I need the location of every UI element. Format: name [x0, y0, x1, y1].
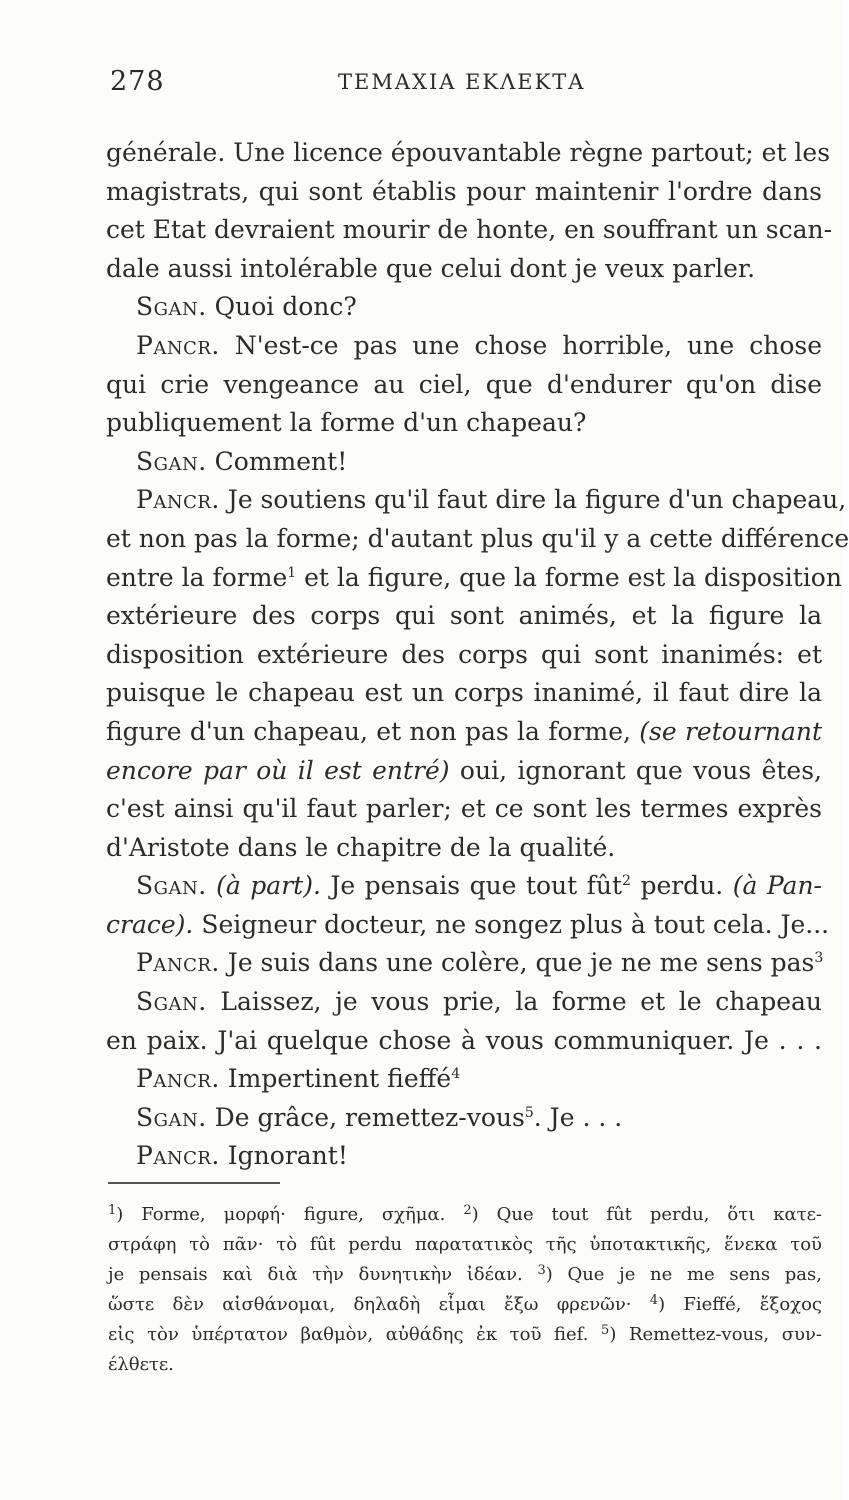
footnote-line [108, 1200, 822, 1230]
speaker-name: Pancr. [136, 485, 220, 515]
dialogue-line [106, 481, 847, 520]
footnote-marker: 3 [537, 1263, 546, 1278]
dialogue-line [106, 1060, 822, 1099]
footnote-rule [108, 1182, 280, 1184]
footnotes [108, 1200, 822, 1380]
footnote-ref: 2 [622, 873, 631, 890]
footnote-line [108, 1260, 822, 1290]
text-line: qui crie vengeance au ciel, que d'endurer qu'on dise [106, 369, 822, 399]
text-run: perdu. [640, 871, 724, 901]
dialogue-text: Comment! [214, 446, 348, 476]
footnote-ref: 5 [524, 1104, 534, 1121]
text-line: publiquement la forme d'un chapeau? [106, 408, 587, 438]
text-line: cet Etat devraient mourir de honte, en souffrant un scan- [106, 215, 833, 245]
text-line: c'est ainsi qu'il faut parler; et ce sont les termes exprès [106, 794, 822, 824]
footnote-line: έλθετε. [108, 1354, 174, 1375]
speaker-name: Sgan. [136, 987, 207, 1017]
text-line: en paix. J'ai quelque chose à vous communiquer. Je . . . [106, 1025, 822, 1055]
page-number: 278 [110, 66, 165, 97]
running-title: ΤΕΜΑΧΙΑ ΕΚΛΕΚΤΑ [338, 70, 586, 94]
text-line: d'Aristote dans le chapitre de la qualité. [106, 832, 616, 862]
dialogue-text: Ignorant! [227, 1141, 348, 1171]
footnote-text: ) Que je ne me sens pas, [545, 1264, 822, 1285]
text-line [106, 906, 830, 945]
dialogue-text: N'est-ce pas une chose horrible, une chose [234, 330, 822, 360]
dialogue-line [106, 327, 822, 366]
speaker-name: Sgan. [136, 871, 207, 901]
dialogue-text: De grâce, remettez-vous [214, 1102, 525, 1132]
footnote-text: ) Que tout fût perdu, ὅτι κατε- [471, 1204, 822, 1225]
dialogue-line [106, 944, 822, 983]
dialogue-line [106, 288, 822, 327]
text-run: figure d'un chapeau, et non pas la forme, [106, 716, 631, 746]
text-line: dale aussi intolérable que celui dont je veux parler. [106, 253, 756, 283]
text-line: disposition extérieure des corps qui sont inanimés: et [106, 639, 822, 669]
footnote-marker: 2 [463, 1203, 472, 1218]
footnote-text: ) Forme, μορφή· figure, σχῆμα. [116, 1204, 446, 1225]
footnote-text: je pensais καὶ διὰ τὴν δυνητικὴν ἰδέαν. [108, 1264, 523, 1285]
text-run: et la figure, que la forme est la disposition [304, 562, 842, 592]
speaker-name: Pancr. [136, 1064, 220, 1094]
dialogue-line [106, 983, 822, 1022]
speaker-name: Sgan. [136, 292, 207, 322]
text-line: magistrats, qui sont établis pour maintenir l'ordre dans [106, 176, 822, 206]
body-text [106, 134, 849, 1176]
text-run: . Je . . . [533, 1102, 623, 1132]
stage-direction: (à Pan- [732, 871, 822, 901]
footnote-line [108, 1320, 822, 1350]
dialogue-text: Impertinent fieffé [227, 1064, 452, 1094]
text-line: générale. Une licence épouvantable règne partout; et les [106, 138, 831, 167]
footnote-marker: 4 [649, 1293, 659, 1308]
footnote-text: ὥστε δὲν αἰσθάνομαι, δηλαδὴ εἶμαι ἔξω φρενῶν· [108, 1294, 632, 1315]
dialogue-text: Je soutiens qu'il faut dire la figure d'un chapeau, [227, 485, 847, 515]
stage-direction: (se retournant [639, 716, 822, 746]
speaker-name: Sgan. [136, 1102, 207, 1132]
text-run: Seigneur docteur, ne songez plus à tout cela. Je... [201, 909, 830, 939]
dialogue-line [106, 867, 822, 906]
footnote-ref: 4 [451, 1066, 461, 1083]
text-line: extérieure des corps qui sont animés, et la figure la [106, 601, 822, 631]
dialogue-line [106, 1099, 822, 1138]
speaker-name: Pancr. [136, 1141, 220, 1171]
text-line: et non pas la forme; d'autant plus qu'il y a cette différence [106, 523, 849, 553]
footnote-marker: 5 [601, 1323, 610, 1338]
stage-direction: encore par où il est entré) [106, 755, 450, 785]
dialogue-line [106, 443, 822, 482]
footnote-text: ) Fieffé, ἔξοχος [658, 1294, 822, 1315]
footnote-ref: 3 [814, 950, 824, 967]
footnote-line [108, 1290, 822, 1320]
text-line [106, 752, 822, 791]
dialogue-line [106, 1137, 822, 1176]
speaker-name: Sgan. [136, 446, 207, 476]
footnote-ref: 1 [287, 564, 297, 581]
stage-direction: (à part). [216, 871, 321, 901]
page-header [110, 66, 830, 106]
dialogue-text: Je suis dans une colère, que je ne me sens pas [227, 948, 815, 978]
speaker-name: Pancr. [136, 330, 220, 360]
text-line [106, 713, 822, 752]
stage-direction: crace). [106, 909, 194, 939]
footnote-text: εἰς τὸν ὑπέρτατον βαθμὸν, αὐθάδης ἐκ τοῦ fief. [108, 1324, 589, 1345]
footnote-marker: 1 [108, 1203, 117, 1218]
text-run: entre la forme [106, 562, 288, 592]
dialogue-text: Quoi donc? [214, 292, 357, 322]
text-run: Je pensais que tout fût [330, 871, 623, 901]
footnote-line: στράφη τὸ πᾶν· τὸ fût perdu παρατατικὸς τῆς ὑποτακτικῆς, ἕνεκα τοῦ [108, 1234, 822, 1255]
text-run: oui, ignorant que vous êtes, [459, 755, 822, 785]
text-line [106, 559, 842, 598]
text-line: puisque le chapeau est un corps inanimé, il faut dire la [106, 678, 822, 708]
speaker-name: Pancr. [136, 948, 220, 978]
dialogue-text: Laissez, je vous prie, la forme et le chapeau [220, 987, 823, 1017]
footnote-text: ) Remettez-vous, συν- [609, 1324, 822, 1345]
